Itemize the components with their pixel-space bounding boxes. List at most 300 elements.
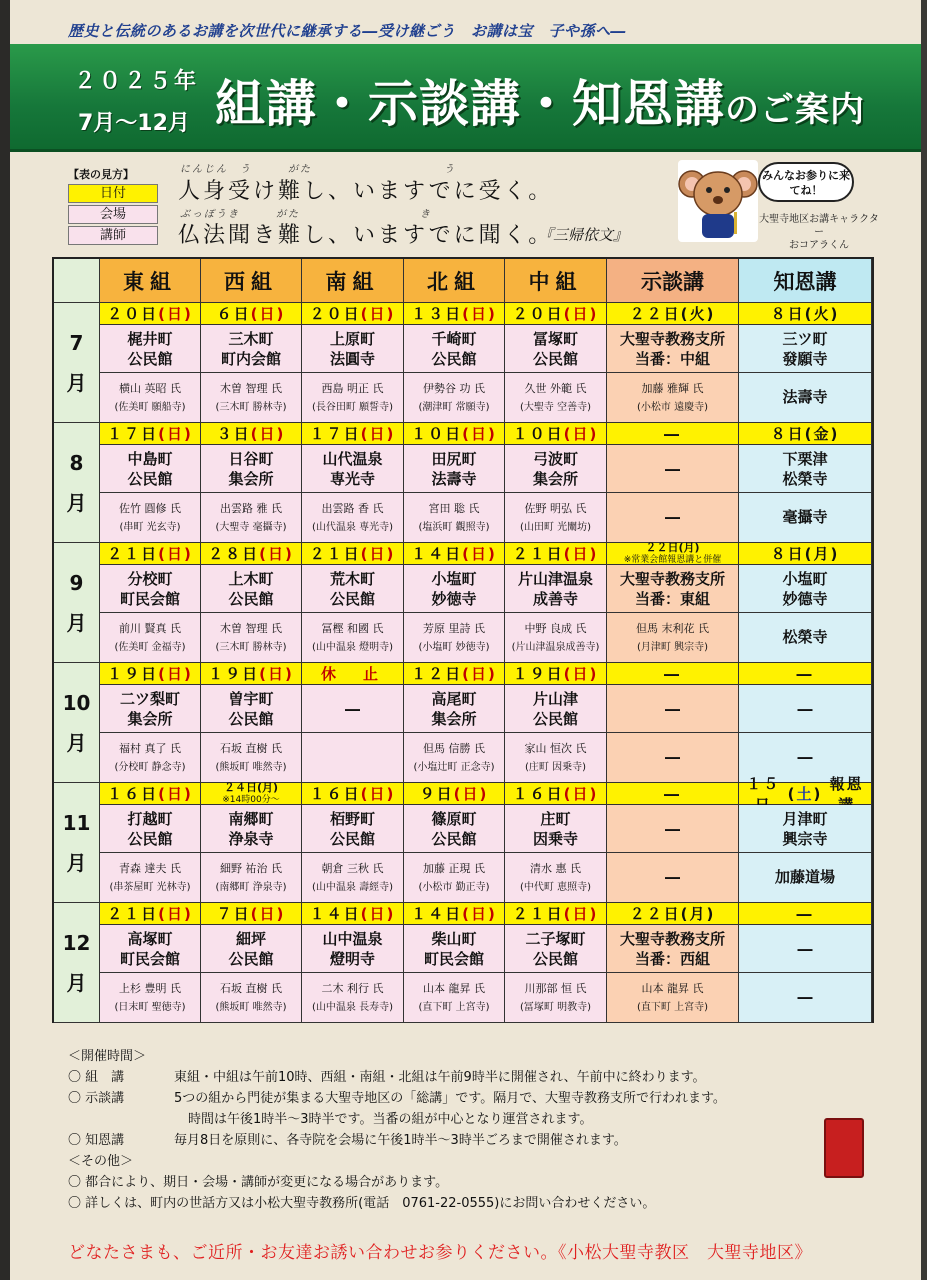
date-cell (404, 903, 505, 925)
teacher-cell (302, 973, 404, 1023)
notes-section (68, 1046, 898, 1214)
date-text: ２４日(月) (223, 780, 279, 794)
venue-line-1: ― (345, 699, 360, 718)
teacher-name: 青森 達夫 氏 (119, 861, 181, 875)
teacher-temple: (大聖寺 毫攝寺) (215, 521, 287, 533)
venue-line-2: 成善寺 (532, 589, 578, 608)
venue-line-2: 公民館 (431, 349, 477, 368)
date-text: ２１日 (309, 545, 361, 563)
venue-line-2: 町民会館 (423, 949, 484, 968)
teacher-cell (302, 373, 404, 423)
venue-line-2: 燈明寺 (329, 949, 375, 968)
venue-line-2: 集会所 (127, 709, 173, 728)
book-mascot-icon (824, 1118, 864, 1178)
date-cell (607, 423, 739, 445)
teacher-temple: (山中温泉 壽經寺) (312, 881, 393, 893)
teacher-name: 松榮寺 (782, 628, 828, 646)
teacher-cell (739, 853, 872, 903)
date-text: ９日 (419, 785, 454, 803)
venue-line-1: 山中温泉 (322, 929, 383, 948)
venue-cell (201, 445, 302, 493)
venue-line-2: 松榮寺 (782, 469, 828, 488)
date-cell (739, 663, 872, 685)
teacher-cell (739, 613, 872, 663)
day-text: (日) (158, 425, 193, 443)
month-number: 7 (69, 330, 84, 355)
date-cell (302, 543, 404, 565)
teacher-cell (302, 613, 404, 663)
venue-line-2: 町民会館 (119, 949, 180, 968)
venue-line-2: 發願寺 (782, 349, 828, 368)
title-banner (10, 44, 921, 152)
date-cell (404, 423, 505, 445)
day-text: (日) (563, 425, 599, 443)
venue-line-1: 三木町 (228, 329, 274, 348)
date-cell (505, 303, 607, 325)
teacher-name: 横山 英昭 氏 (119, 381, 181, 395)
date-cell (739, 774, 872, 805)
day-text: (日) (360, 545, 396, 563)
venue-cell (201, 925, 302, 973)
date-cell (607, 903, 739, 925)
teacher-name: 細野 祐治 氏 (220, 861, 282, 875)
day-text: 土 (796, 785, 814, 803)
date-text: １７日 (107, 425, 159, 443)
teacher-name: 出雲路 雅 氏 (220, 501, 282, 515)
venue-line-1: 南郷町 (228, 809, 274, 828)
venue-line-2: 専光寺 (329, 469, 375, 488)
teacher-name: 清水 惠 氏 (530, 861, 581, 875)
teacher-cell (607, 853, 739, 903)
date-text: ３日 (216, 425, 251, 443)
teacher-name: 加藤道場 (774, 868, 835, 886)
teacher-temple: (長谷田町 願誓寺) (312, 401, 393, 413)
teacher-cell (302, 853, 404, 903)
date-cell (739, 303, 872, 325)
banner-title-main: 組講・示談講・知恩講 (215, 75, 725, 133)
mascot-speech-bubble: みんなお参りに来てね！ (758, 162, 854, 202)
day-text: (日) (360, 905, 396, 923)
date-cell (505, 783, 607, 805)
teacher-name: 福村 真了 氏 (119, 741, 181, 755)
mascot-caption-line-2: おコアラくん (789, 240, 849, 251)
venue-line-1: 二ツ梨町 (119, 689, 180, 708)
venue-line-1: ― (665, 459, 680, 478)
date-note: ※14時00分～ (222, 794, 280, 805)
banner-title (215, 64, 865, 136)
teacher-cell (100, 373, 201, 423)
day-text: (日) (462, 905, 497, 923)
venue-line-1: ― (797, 699, 813, 718)
teacher-cell (404, 973, 505, 1023)
teacher-cell (739, 373, 872, 423)
venue-cell (739, 445, 872, 493)
date-cell (100, 903, 201, 925)
note-other-2: 〇 詳しくは、町内の世話方又は小松大聖寺教務所(電話 0761-22-0555)にお問い合わせください。 (68, 1196, 656, 1211)
legend (68, 166, 158, 247)
month-suffix: 月 (66, 850, 87, 875)
teacher-name: 山本 龍昇 氏 (423, 981, 485, 995)
teacher-cell (607, 493, 739, 543)
teacher-name: 木曽 智理 氏 (220, 621, 282, 635)
date-text: ２１日 (512, 545, 564, 563)
month-number: 12 (62, 930, 91, 955)
right-frame (921, 0, 927, 1280)
teacher-cell (100, 613, 201, 663)
day-text: (日) (563, 545, 599, 563)
venue-cell (404, 685, 505, 733)
date-text: １９日 (512, 665, 564, 683)
venue-line-1: 小塩町 (431, 569, 477, 588)
teacher-name: 久世 外範 氏 (524, 381, 587, 395)
date-cell (100, 663, 201, 685)
teacher-cell (505, 853, 607, 903)
venue-cell (201, 685, 302, 733)
venue-cell (404, 445, 505, 493)
month-label-5 (54, 903, 100, 1023)
teacher-temple: (塩浜町 觀照寺) (418, 521, 490, 533)
venue-line-1: 月津町 (782, 809, 828, 828)
teacher-temple: (庄町 因乗寺) (525, 761, 586, 773)
teacher-name: 山本 龍昇 氏 (641, 981, 704, 995)
venue-line-2: 公民館 (532, 709, 578, 728)
venue-line-1: 大聖寺教務支所 (619, 569, 725, 588)
venue-line-2: 公民館 (127, 469, 173, 488)
month-number: 11 (62, 810, 91, 835)
date-note: ※常業会館報恩講と併催 (623, 554, 722, 565)
suspended-label: 休 止 (320, 665, 384, 683)
date-cell (505, 663, 607, 685)
venue-line-2: 公民館 (228, 949, 274, 968)
teacher-name: 芳原 里詩 氏 (423, 621, 485, 635)
note-chionko-text: 毎月8日を原則に、各寺院を会場に午後1時半～3時半ごろまで開催されます。 (174, 1133, 627, 1148)
date-text: ６日 (216, 305, 251, 323)
quote-furigana-1: にんじん う がた う (180, 164, 456, 175)
teacher-cell (505, 373, 607, 423)
teacher-name: 西島 明正 氏 (321, 381, 384, 395)
venue-line-1: 曽宇町 (228, 689, 274, 708)
venue-line-2: 妙徳寺 (431, 589, 477, 608)
day-text: (金) (804, 425, 840, 443)
venue-line-1: 上原町 (329, 329, 375, 348)
date-text: １６日 (107, 785, 159, 803)
teacher-cell (201, 493, 302, 543)
venue-line-2: 法壽寺 (431, 469, 477, 488)
legend-venue: 会場 (68, 205, 158, 224)
teacher-cell (505, 493, 607, 543)
legend-date: 日付 (68, 184, 158, 203)
note-jidanko-text-2: 時間は午後1時半～3時半です。当番の組が中心となり運営されます。 (188, 1112, 593, 1127)
date-cell (607, 783, 739, 805)
teacher-cell (404, 853, 505, 903)
venue-line-1: 大聖寺教務支所 (619, 929, 725, 948)
teacher-temple: (山中温泉 長寿寺) (312, 1001, 393, 1013)
schedule-table (52, 257, 874, 1023)
teacher-temple: (三木町 勝林寺) (215, 641, 287, 653)
teacher-name: 朝倉 三秋 氏 (321, 861, 384, 875)
date-cell (201, 543, 302, 565)
month-suffix: 月 (66, 490, 87, 515)
date-cell (607, 663, 739, 685)
day-text: (日) (360, 425, 396, 443)
month-label-4 (54, 783, 100, 903)
day-text: (日) (563, 305, 599, 323)
teacher-temple: (串町 光玄寺) (119, 521, 181, 533)
venue-line-1: ― (665, 699, 680, 718)
note-jidanko-text: 5つの組から門徒が集まる大聖寺地区の「総講」です。隔月で、大聖寺教務支所で行われます。 (174, 1091, 726, 1106)
quote-line-2: 仏法聞き難し、いますでに聞く。 (178, 223, 554, 248)
venue-line-1: 上木町 (228, 569, 274, 588)
venue-line-1: ― (797, 939, 813, 958)
venue-cell (201, 325, 302, 373)
venue-line-2: 公民館 (532, 949, 578, 968)
venue-line-1: 片山津温泉 (517, 569, 593, 588)
teacher-temple: (山中温泉 燈明寺) (312, 641, 393, 653)
venue-cell (739, 925, 872, 973)
date-text: ― (664, 784, 681, 803)
venue-cell (607, 805, 739, 853)
date-cell (201, 423, 302, 445)
date-cell (100, 783, 201, 805)
teacher-temple: (小塩町 妙徳寺) (418, 641, 490, 653)
teacher-cell (100, 973, 201, 1023)
day-text: (火) (804, 305, 840, 323)
teacher-temple: (小塩辻町 正念寺) (413, 761, 495, 773)
month-label-2 (54, 543, 100, 663)
venue-cell (100, 565, 201, 613)
venue-line-1: 片山津 (532, 689, 578, 708)
day-text: (日) (259, 545, 294, 563)
teacher-cell (739, 493, 872, 543)
date-cell (302, 423, 404, 445)
teacher-temple: (大聖寺 空善寺) (520, 401, 591, 413)
day-text: (日) (360, 305, 396, 323)
teacher-temple: (直下町 上宮寺) (637, 1001, 708, 1013)
venue-line-1: 山代温泉 (322, 449, 383, 468)
teacher-name: 宮田 聡 氏 (428, 501, 480, 515)
date-text: ２１日 (512, 905, 564, 923)
teacher-cell (201, 853, 302, 903)
teacher-name: 家山 恒次 氏 (524, 741, 587, 755)
date-cell (505, 543, 607, 565)
day-text: (日) (158, 785, 193, 803)
venue-line-2: 集会所 (228, 469, 274, 488)
day-text: (日) (158, 905, 193, 923)
header-6: 知恩講 (739, 259, 872, 303)
day-paren: ( (787, 784, 797, 803)
note-chionko (68, 1130, 898, 1151)
legend-teacher: 講師 (68, 226, 158, 245)
teacher-cell (505, 733, 607, 783)
month-suffix: 月 (66, 970, 87, 995)
date-cell (100, 423, 201, 445)
day-text: (日) (462, 665, 497, 683)
venue-line-1: ― (665, 819, 680, 838)
teacher-name: 毫攝寺 (782, 508, 828, 526)
teacher-temple: (直下町 上宮寺) (418, 1001, 490, 1013)
teacher-cell (404, 613, 505, 663)
date-cell (404, 303, 505, 325)
venue-cell (739, 565, 872, 613)
venue-cell (100, 925, 201, 973)
teacher-name: 前川 賢真 氏 (119, 621, 181, 635)
day-text: (日) (360, 785, 396, 803)
date-cell (505, 423, 607, 445)
date-cell (739, 423, 872, 445)
date-text: ８日 (770, 305, 805, 323)
date-text: ２１日 (107, 905, 159, 923)
date-cell (302, 663, 404, 685)
teacher-cell (302, 733, 404, 783)
left-frame (0, 0, 10, 1280)
venue-line-1: 庄町 (540, 809, 571, 828)
day-text: (火) (680, 305, 716, 323)
venue-line-2: 因乗寺 (532, 829, 578, 848)
venue-line-2: 妙德寺 (782, 589, 828, 608)
venue-cell (302, 805, 404, 853)
date-text: １０日 (411, 425, 463, 443)
date-cell (302, 303, 404, 325)
venue-line-2: 公民館 (228, 709, 274, 728)
venue-cell (100, 685, 201, 733)
teacher-name: 上杉 豊明 氏 (119, 981, 181, 995)
date-text: １５ (746, 774, 781, 793)
teacher-temple: (熊坂町 唯然寺) (215, 761, 287, 773)
date-text: １９日 (107, 665, 159, 683)
date-cell (201, 780, 302, 805)
teacher-name: ― (665, 748, 680, 766)
month-label-1 (54, 423, 100, 543)
venue-cell (302, 565, 404, 613)
venue-line-2: 公民館 (532, 349, 578, 368)
venue-cell (302, 685, 404, 733)
header-5: 示談講 (607, 259, 739, 303)
teacher-name: ― (797, 748, 813, 766)
day-text: (日) (250, 425, 286, 443)
venue-cell (100, 325, 201, 373)
month-number: 10 (62, 690, 91, 715)
date-text: １６日 (512, 785, 564, 803)
venue-cell (607, 685, 739, 733)
date-text: ２０日 (309, 305, 361, 323)
date-cell (505, 903, 607, 925)
date-text: １９日 (208, 665, 260, 683)
venue-cell (505, 325, 607, 373)
teacher-cell (607, 373, 739, 423)
teacher-temple: (日末町 聖徳寺) (114, 1001, 186, 1013)
quote-line-1: 人身受け難し、いますでに受く。 (178, 179, 554, 204)
date-text: ２０日 (107, 305, 159, 323)
quote-source: 『三帰依文』 (538, 226, 629, 244)
venue-line-2: 法圓寺 (329, 349, 375, 368)
day-text: (日) (250, 305, 286, 323)
teacher-cell (404, 373, 505, 423)
venue-line-1: 中島町 (127, 449, 173, 468)
teacher-name: 伊勢谷 功 氏 (423, 381, 485, 395)
month-label-0 (54, 303, 100, 423)
venue-cell (607, 325, 739, 373)
teacher-temple: (小松市 遠慶寺) (637, 401, 708, 413)
venue-line-1: 下栗津 (782, 449, 828, 468)
month-suffix: 月 (66, 610, 87, 635)
teacher-temple: (串茶屋町 光林寺) (109, 881, 191, 893)
note-kumiko-text: 東組・中組は午前10時、西組・南組・北組は午前9時半に開催され、午前中に終わります。 (174, 1070, 706, 1085)
notes-heading-hours: ＜開催時間＞ (68, 1049, 147, 1064)
venue-line-1: 高塚町 (127, 929, 173, 948)
venue-line-2: 集会所 (532, 469, 578, 488)
teacher-temple: (月津町 興宗寺) (637, 641, 708, 653)
teacher-cell (201, 613, 302, 663)
venue-line-1: 田尻町 (431, 449, 477, 468)
teacher-name: ― (665, 508, 680, 526)
date-text: ２２日 (629, 305, 681, 323)
mascot-caption-line-1: 大聖寺地区お講キャラクター (759, 214, 879, 238)
date-text: ― (796, 664, 814, 683)
mascot-koala (678, 160, 758, 242)
venue-cell (607, 565, 739, 613)
venue-line-1: 篠原町 (431, 809, 477, 828)
date-cell (739, 903, 872, 925)
date-text: １４日 (411, 545, 463, 563)
teacher-cell (607, 973, 739, 1023)
venue-line-1: 千崎町 (431, 329, 477, 348)
teacher-temple: (三木町 勝林寺) (215, 401, 287, 413)
venue-cell (100, 805, 201, 853)
venue-line-1: 梶井町 (127, 329, 173, 348)
teacher-name: 佐竹 圓修 氏 (119, 501, 181, 515)
date-cell (302, 903, 404, 925)
venue-line-1: 二子塚町 (525, 929, 586, 948)
date-text: １３日 (411, 305, 463, 323)
date-text: ８日 (770, 425, 805, 443)
teacher-name: 二木 利行 氏 (321, 981, 384, 995)
teacher-name: 加藤 正現 氏 (423, 861, 485, 875)
date-cell (607, 540, 739, 565)
date-text: ８日 (770, 545, 805, 563)
day-text: (日) (563, 905, 599, 923)
banner-period: 7月～12月 (78, 111, 190, 136)
date-cell (404, 543, 505, 565)
venue-cell (100, 445, 201, 493)
teacher-name: 川那部 恒 氏 (524, 981, 587, 995)
venue-cell (739, 805, 872, 853)
venue-cell (607, 925, 739, 973)
teacher-temple: (小松市 勤正寺) (418, 881, 490, 893)
venue-cell (404, 325, 505, 373)
date-text: １４日 (411, 905, 463, 923)
teacher-name: ― (797, 988, 813, 1006)
month-number: 8 (69, 450, 84, 475)
header-4: 中組 (505, 259, 607, 303)
teacher-temple: (佐美町 願船寺) (114, 401, 186, 413)
day-text: (日) (453, 785, 489, 803)
venue-cell (739, 685, 872, 733)
note-kumiko-label: 〇 組 講 (68, 1070, 125, 1085)
month-number: 9 (69, 570, 84, 595)
venue-line-1: 分校町 (127, 569, 173, 588)
date-text: ７日 (216, 905, 251, 923)
banner-title-tail: のご案内 (725, 90, 865, 130)
venue-line-2: 興宗寺 (782, 829, 828, 848)
teacher-temple: (佐美町 金福寺) (114, 641, 186, 653)
quote-furigana-2: ぶっぽうき がた き (180, 209, 432, 220)
venue-cell (505, 565, 607, 613)
venue-line-2: 公民館 (329, 589, 375, 608)
date-cell (100, 303, 201, 325)
teacher-name: ― (665, 868, 680, 886)
venue-line-2: 当番：中組 (634, 349, 710, 368)
venue-cell (201, 565, 302, 613)
